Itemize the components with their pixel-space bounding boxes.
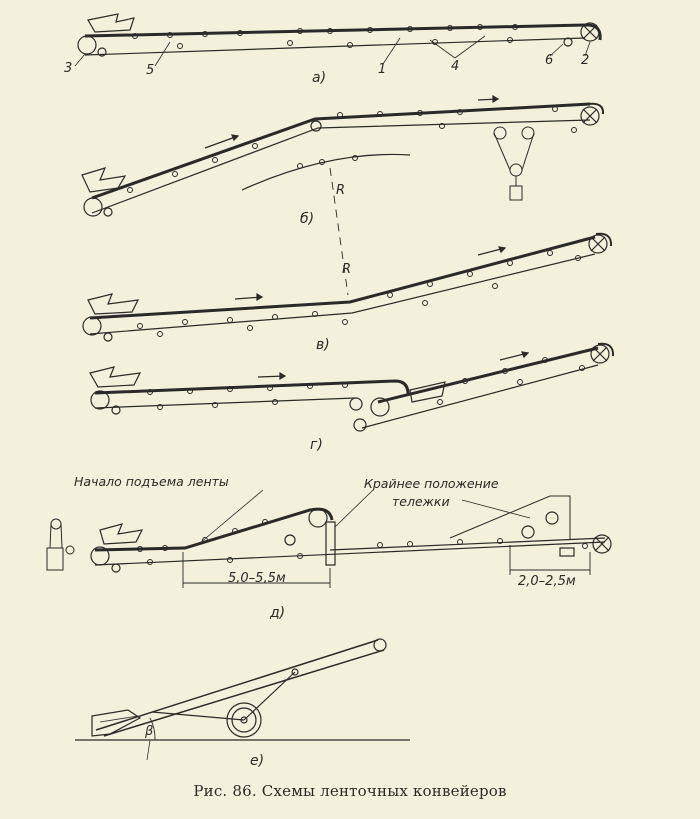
note-cart-extreme-position: Крайнее положение <box>364 476 499 491</box>
take-up-device <box>494 127 534 200</box>
figure-caption: Рис. 86. Схемы ленточных конвейеров <box>193 782 507 800</box>
scheme-g-two-conveyors <box>90 344 613 431</box>
label-5: 5 <box>146 63 155 78</box>
sublabel-a: а) <box>312 70 327 86</box>
counterweight-take-up <box>47 519 74 570</box>
tail-pulley-icon <box>84 198 102 216</box>
angle-beta-label: β <box>145 724 154 739</box>
radius-label-lower: R <box>342 262 352 277</box>
tail-pulley-icon <box>83 317 101 335</box>
idler-rollers <box>128 107 577 193</box>
tripper-extreme-position <box>450 496 570 540</box>
scheme-v-horizontal-then-inclined <box>83 234 611 341</box>
note-cart-extreme-position-line2: тележки <box>392 494 450 509</box>
dimension-5-5.5m: 5,0–5,5м <box>228 571 286 586</box>
sublabel-e: е) <box>250 753 265 769</box>
label-4: 4 <box>451 59 460 74</box>
idler-rollers <box>138 251 581 337</box>
dimension-2-2.5m: 2,0–2,5м <box>518 574 576 589</box>
radius-curve <box>242 154 410 190</box>
radius-label-upper: R <box>336 183 346 198</box>
scheme-e-mobile-conveyor <box>75 639 410 760</box>
label-2: 2 <box>581 53 590 68</box>
loading-hopper-icon <box>88 14 134 32</box>
label-3: 3 <box>64 61 73 76</box>
sublabel-b: б) <box>300 211 315 227</box>
tail-pulley-icon <box>78 36 96 54</box>
loading-hopper-icon <box>100 524 142 544</box>
sublabel-d: д) <box>270 605 286 621</box>
label-1: 1 <box>378 62 387 77</box>
sublabel-v: в) <box>316 337 330 353</box>
tripper-chute <box>326 522 335 565</box>
sublabel-g: г) <box>310 437 323 453</box>
snub-pulley-icon <box>564 38 572 46</box>
label-6: 6 <box>545 53 554 68</box>
loading-hopper-icon <box>88 294 138 314</box>
note-belt-rise-start: Начало подъема ленты <box>74 474 229 489</box>
scheme-a-horizontal-conveyor <box>75 14 600 66</box>
loading-hopper-icon <box>90 367 140 387</box>
